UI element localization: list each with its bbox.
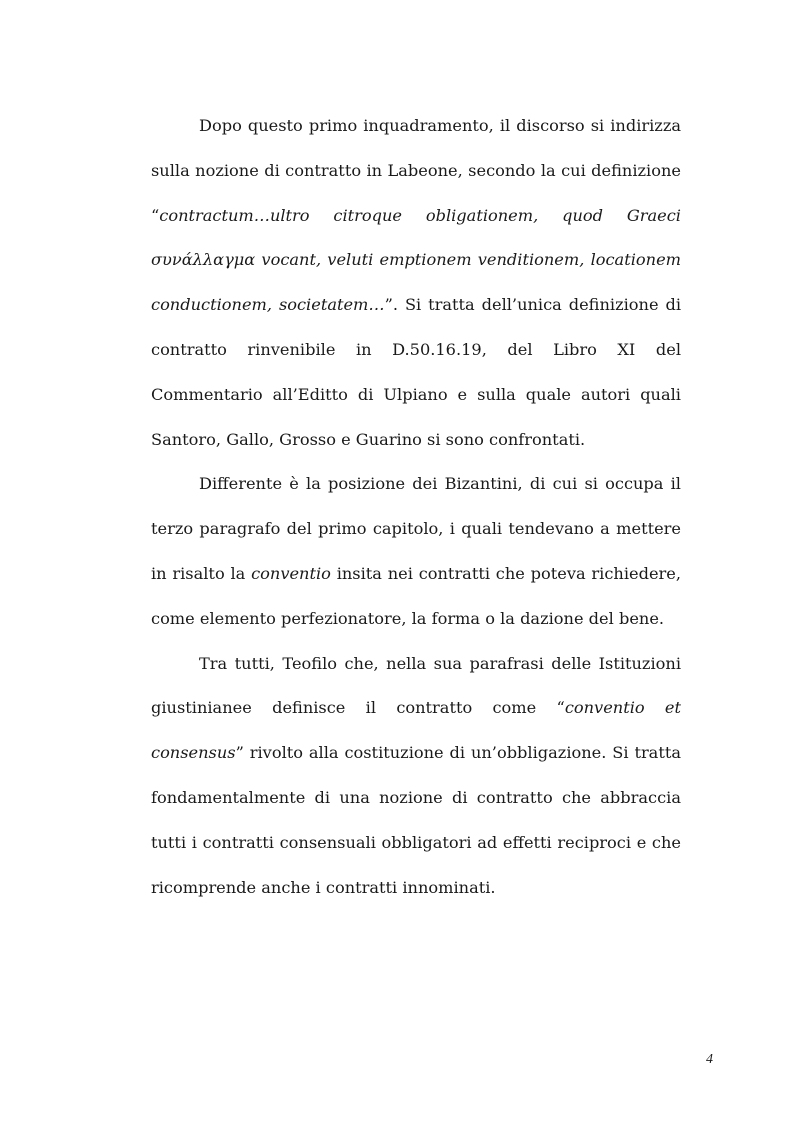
paragraph-2	[151, 462, 681, 641]
conventio-et-consensus-term: conventio et consensus	[151, 698, 682, 763]
conventio-term: conventio	[251, 563, 331, 583]
paragraph-3-text-a: Tra tutti, Teofilo che, nella sua parafrasi delle Istituzioni giustinianee definisce il contratto come “	[151, 653, 681, 718]
page-body	[151, 104, 681, 910]
paragraph-3-text-b: ” rivolto alla costituzione di un’obbligazione. Si tratta fondamentalmente di una nozione di contratto che abbraccia tutti i contratti consensuali obbligatori ad effetti reciproci e che ricomprende anche i contratti innominati.	[151, 743, 681, 897]
page-number: 4	[706, 1052, 713, 1067]
paragraph-1	[151, 104, 681, 462]
labeo-definition-quote: contractum…ultro citroque obligationem, quod Graeci συνάλλαγμα vocant, veluti emptionem venditionem, locationem conductionem, societatem…	[151, 205, 681, 315]
paragraph-1-text-a: Dopo questo primo inquadramento, il discorso si indirizza sulla nozione di contratto in Labeone, secondo la cui definizione “	[151, 116, 681, 225]
paragraph-2-text-a: Differente è la posizione dei Bizantini, di cui si occupa il terzo paragrafo del primo capitolo, i quali tendevano a mettere in risalto la	[151, 474, 681, 583]
paragraph-3	[151, 642, 681, 911]
paragraph-2-text-b: insita nei contratti che poteva richiedere, come elemento perfezionatore, la forma o la dazione del bene.	[151, 563, 682, 628]
paragraph-1-text-b: ”. Si tratta dell’unica definizione di contratto rinvenibile in D.50.16.19, del Libro XI del Commentario all’Editto di Ulpiano e sulla quale autori quali Santoro, Gallo, Grosso e Guarino si sono confrontati.	[151, 295, 681, 449]
